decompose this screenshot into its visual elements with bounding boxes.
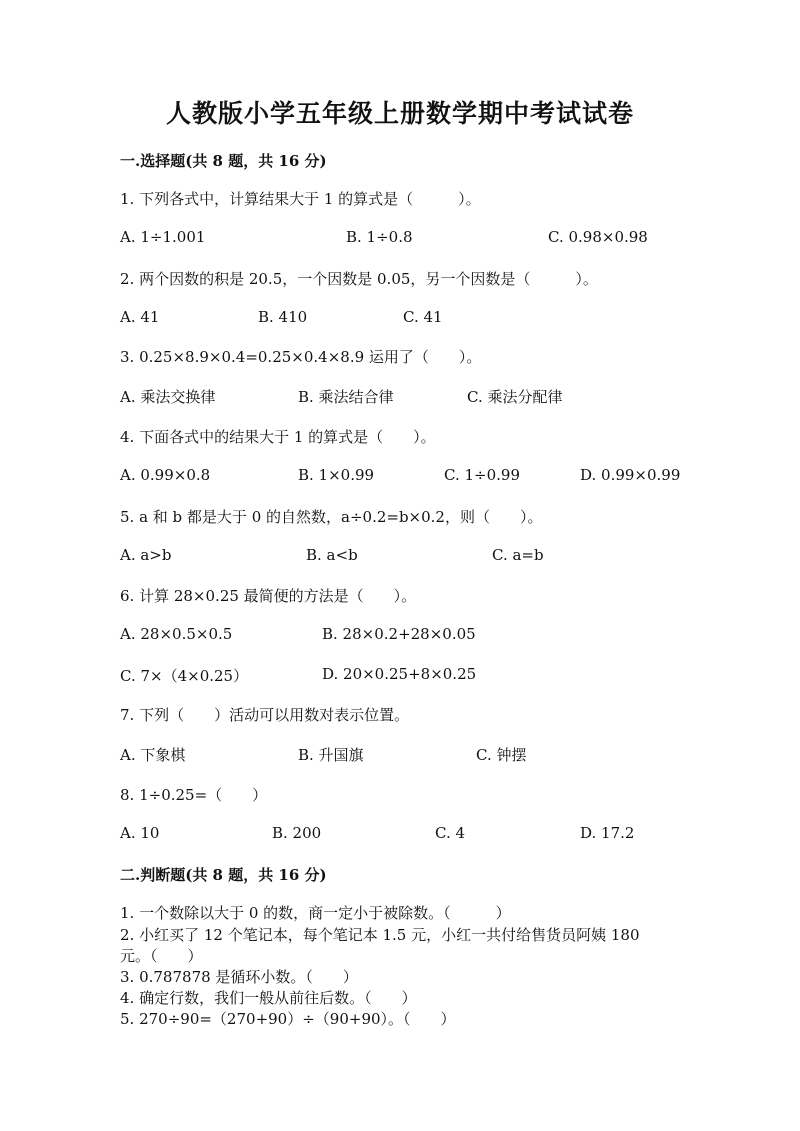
question-8: 8. 1÷0.25=（ ） xyxy=(120,786,268,804)
q1-option-a: A. 1÷1.001 xyxy=(120,228,206,246)
q5-option-c: C. a=b xyxy=(492,546,544,564)
q5-option-a: A. a>b xyxy=(120,546,172,564)
tf-item-2: 2. 小红买了 12 个笔记本，每个笔记本 1.5 元，小红一共付给售货员阿姨 180 xyxy=(120,926,640,944)
tf-item-1: 1. 一个数除以大于 0 的数，商一定小于被除数。（ ） xyxy=(120,904,511,922)
q7-option-c: C. 钟摆 xyxy=(476,746,527,764)
q3-option-c: C. 乘法分配律 xyxy=(467,388,563,406)
q6-option-c: C. 7×（4×0.25） xyxy=(120,667,249,685)
q2-option-a: A. 41 xyxy=(120,308,160,326)
q6-option-d: D. 20×0.25+8×0.25 xyxy=(322,665,477,683)
q4-option-c: C. 1÷0.99 xyxy=(444,466,520,484)
q8-option-b: B. 200 xyxy=(272,824,322,842)
q6-option-b: B. 28×0.2+28×0.05 xyxy=(322,625,476,643)
section-heading-choice: 一.选择题(共 8 题，共 16 分) xyxy=(120,152,327,170)
question-7: 7. 下列（ ）活动可以用数对表示位置。 xyxy=(120,706,410,724)
section-heading-judgement: 二.判断题(共 8 题，共 16 分) xyxy=(120,866,327,884)
question-5: 5. a 和 b 都是大于 0 的自然数，a÷0.2=b×0.2，则（ ）。 xyxy=(120,508,543,526)
question-2: 2. 两个因数的积是 20.5，一个因数是 0.05，另一个因数是（ ）。 xyxy=(120,270,598,288)
tf-item-3: 3. 0.787878 是循环小数。（ ） xyxy=(120,968,358,986)
tf-item-2-cont: 元。（ ） xyxy=(120,947,203,965)
q7-option-b: B. 升国旗 xyxy=(298,746,364,764)
q8-option-a: A. 10 xyxy=(120,824,160,842)
question-6: 6. 计算 28×0.25 最简便的方法是（ ）。 xyxy=(120,587,417,605)
q8-option-d: D. 17.2 xyxy=(580,824,635,842)
tf-item-4: 4. 确定行数，我们一般从前往后数。（ ） xyxy=(120,989,417,1007)
q1-option-c: C. 0.98×0.98 xyxy=(548,228,648,246)
q4-option-d: D. 0.99×0.99 xyxy=(580,466,681,484)
q4-option-a: A. 0.99×0.8 xyxy=(120,466,211,484)
q6-option-a: A. 28×0.5×0.5 xyxy=(120,625,233,643)
q8-option-c: C. 4 xyxy=(435,824,466,842)
q5-option-b: B. a<b xyxy=(306,546,358,564)
q2-option-b: B. 410 xyxy=(258,308,308,326)
page-title: 人教版小学五年级上册数学期中考试试卷 xyxy=(165,99,634,128)
tf-item-5: 5. 270÷90=（270+90）÷（90+90）。（ ） xyxy=(120,1010,456,1028)
q3-option-a: A. 乘法交换律 xyxy=(120,388,216,406)
q4-option-b: B. 1×0.99 xyxy=(298,466,375,484)
question-1: 1. 下列各式中，计算结果大于 1 的算式是（ ）。 xyxy=(120,190,481,208)
q7-option-a: A. 下象棋 xyxy=(120,746,186,764)
question-3: 3. 0.25×8.9×0.4=0.25×0.4×8.9 运用了（ ）。 xyxy=(120,348,482,366)
q2-option-c: C. 41 xyxy=(403,308,443,326)
q1-option-b: B. 1÷0.8 xyxy=(346,228,413,246)
q3-option-b: B. 乘法结合律 xyxy=(298,388,394,406)
question-4: 4. 下面各式中的结果大于 1 的算式是（ ）。 xyxy=(120,428,436,446)
